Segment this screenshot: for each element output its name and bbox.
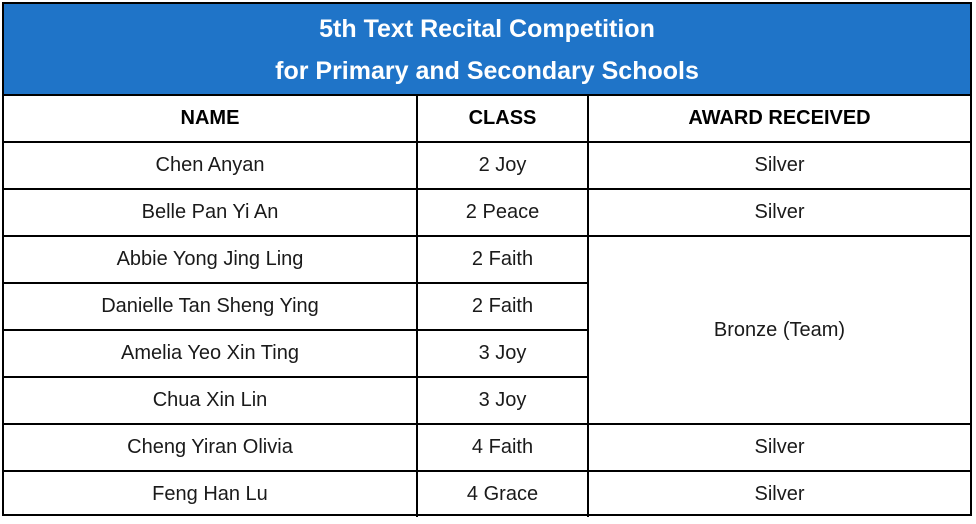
cell-award: Silver xyxy=(588,189,970,236)
cell-class: 4 Grace xyxy=(417,471,588,517)
table-row xyxy=(4,142,970,189)
header-class: CLASS xyxy=(417,96,588,142)
cell-name: Abbie Yong Jing Ling xyxy=(4,236,417,283)
title-line-2: for Primary and Secondary Schools xyxy=(275,57,699,85)
cell-class: 2 Faith xyxy=(417,283,588,330)
award-table-container xyxy=(2,2,972,516)
cell-class: 3 Joy xyxy=(417,377,588,424)
table-title xyxy=(4,4,970,96)
cell-name: Danielle Tan Sheng Ying xyxy=(4,283,417,330)
header-name: NAME xyxy=(4,96,417,142)
cell-class: 2 Peace xyxy=(417,189,588,236)
table-row xyxy=(4,424,970,471)
title-line-1: 5th Text Recital Competition xyxy=(319,15,655,43)
cell-class: 3 Joy xyxy=(417,330,588,377)
cell-award: Silver xyxy=(588,471,970,517)
cell-name: Belle Pan Yi An xyxy=(4,189,417,236)
cell-name: Feng Han Lu xyxy=(4,471,417,517)
cell-class: 2 Joy xyxy=(417,142,588,189)
table-row xyxy=(4,471,970,517)
cell-award: Silver xyxy=(588,424,970,471)
header-award: AWARD RECEIVED xyxy=(588,96,970,142)
table-row xyxy=(4,189,970,236)
cell-name: Chen Anyan xyxy=(4,142,417,189)
header-row xyxy=(4,96,970,142)
table-row xyxy=(4,236,970,283)
cell-class: 4 Faith xyxy=(417,424,588,471)
cell-name: Chua Xin Lin xyxy=(4,377,417,424)
cell-award-merged: Bronze (Team) xyxy=(588,236,970,424)
cell-award: Silver xyxy=(588,142,970,189)
cell-name: Cheng Yiran Olivia xyxy=(4,424,417,471)
cell-class: 2 Faith xyxy=(417,236,588,283)
awards-table xyxy=(4,96,970,517)
cell-name: Amelia Yeo Xin Ting xyxy=(4,330,417,377)
